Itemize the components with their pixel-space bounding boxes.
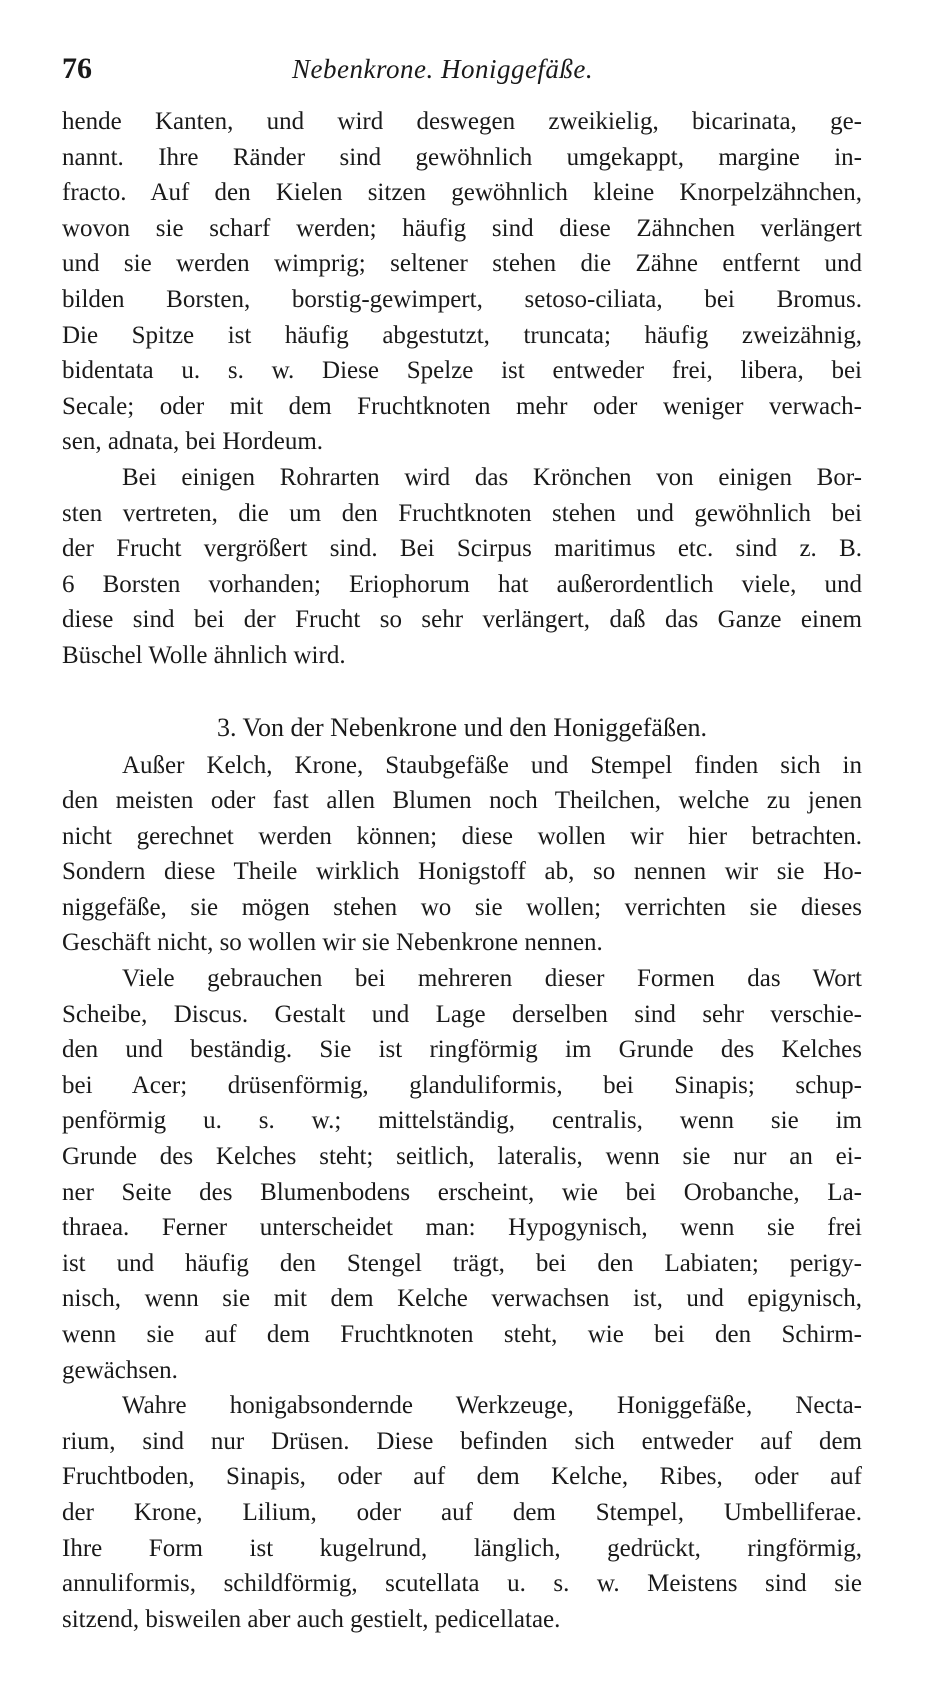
text-line: hende Kanten, und wird deswegen zweikielig, bicarinata, ge- [62,108,862,135]
text-line: der Krone, Lilium, oder auf dem Stempel, Umbelliferae. [62,1498,862,1526]
text-line: Geschäft nicht, so wollen wir sie Nebenkrone nennen. [62,929,603,957]
text-line: Secale; oder mit dem Fruchtknoten mehr oder weniger verwach- [62,392,862,420]
text-line: nisch, wenn sie mit dem Kelche verwachsen ist, und epigynisch, [62,1285,862,1313]
book-page [62,40,862,1637]
text-line: Scheibe, Discus. Gestalt und Lage derselben sind sehr verschie- [62,1000,862,1028]
text-line: Sondern diese Theile wirklich Honigstoff ab, so nennen wir sie Ho- [62,858,862,886]
text-line: gewächsen. [62,1356,178,1384]
text-line: fracto. Auf den Kielen sitzen gewöhnlich kleine Knorpelzähnchen, [62,179,862,207]
text-line: wenn sie auf dem Fruchtknoten steht, wie bei den Schirm- [62,1321,862,1348]
text-line: und sie werden wimprig; seltener stehen die Zähne entfernt und [62,250,862,278]
text-line: diese sind bei der Frucht so sehr verlängert, daß das Ganze einem [62,606,862,634]
text-line: bei Acer; drüsenförmig, glanduliformis, bei Sinapis; schup- [62,1071,862,1099]
text-line: Wahre honigabsondernde Werkzeuge, Honiggefäße, Necta- [122,1392,862,1420]
text-line: sten vertreten, die um den Fruchtknoten stehen und gewöhnlich bei [62,499,862,527]
text-line: annuliformis, schildförmig, scutellata u. s. w. Meistens sind sie [62,1570,862,1598]
text-line: ist und häufig den Stengel trägt, bei den Labiaten; perigy- [62,1249,862,1277]
text-line: der Frucht vergrößert sind. Bei Scirpus maritimus etc. sind z. B. [62,535,862,563]
text-line: bidentata u. s. w. Diese Spelze ist entweder frei, libera, bei [62,357,862,385]
text-line: nannt. Ihre Ränder sind gewöhnlich umgekappt, margine in- [62,143,862,171]
running-title: Nebenkrone. Honiggefäße. [292,54,594,84]
text-line: Büschel Wolle ähnlich wird. [62,641,346,669]
paragraph [62,748,862,962]
text-line: den meisten oder fast allen Blumen noch Theilchen, welche zu jenen [62,787,862,815]
text-line: Viele gebrauchen bei mehreren dieser Formen das Wort [122,965,862,993]
running-head [62,40,862,98]
text-line: 6 Borsten vorhanden; Eriophorum hat außerordentlich viele, und [62,570,862,598]
paragraph [62,961,862,1388]
text-line: Ihre Form ist kugelrund, länglich, gedrückt, ringförmig, [62,1534,862,1562]
text-line: Außer Kelch, Krone, Staubgefäße und Stempel finden sich in [122,751,862,779]
text-line: Grunde des Kelches steht; seitlich, lateralis, wenn sie nur an ei- [62,1143,862,1171]
body-text [62,104,862,1637]
text-line: niggefäße, sie mögen stehen wo sie wollen; verrichten sie dieses [62,893,862,921]
paragraph [62,1388,862,1637]
paragraph [62,104,862,460]
text-line: penförmig u. s. w.; mittelständig, centralis, wenn sie im [62,1107,862,1135]
text-line: thraea. Ferner unterscheidet man: Hypogynisch, wenn sie frei [62,1214,862,1242]
page-number: 76 [62,52,92,85]
text-line: rium, sind nur Drüsen. Diese befinden sich entweder auf dem [62,1427,862,1455]
section-heading: 3. Von der Nebenkrone und den Honiggefäßen. [216,712,708,742]
text-line: sitzend, bisweilen aber auch gestielt, pedicellatae. [62,1605,561,1633]
text-line: Fruchtboden, Sinapis, oder auf dem Kelche, Ribes, oder auf [62,1463,862,1491]
text-line: wovon sie scharf werden; häufig sind diese Zähnchen verlängert [62,214,862,242]
paragraph [62,460,862,674]
text-line: ner Seite des Blumenbodens erscheint, wie bei Orobanche, La- [62,1178,862,1206]
text-line: sen, adnata, bei Hordeum. [62,428,324,456]
text-line: Die Spitze ist häufig abgestutzt, truncata; häufig zweizähnig, [62,321,862,349]
text-line: nicht gerechnet werden können; diese wollen wir hier betrachten. [62,822,862,850]
text-line: Bei einigen Rohrarten wird das Krönchen von einigen Bor- [122,463,862,491]
text-line: den und beständig. Sie ist ringförmig im Grunde des Kelches [62,1036,862,1064]
text-line: bilden Borsten, borstig-gewimpert, setoso-ciliata, bei Bromus. [62,285,862,313]
